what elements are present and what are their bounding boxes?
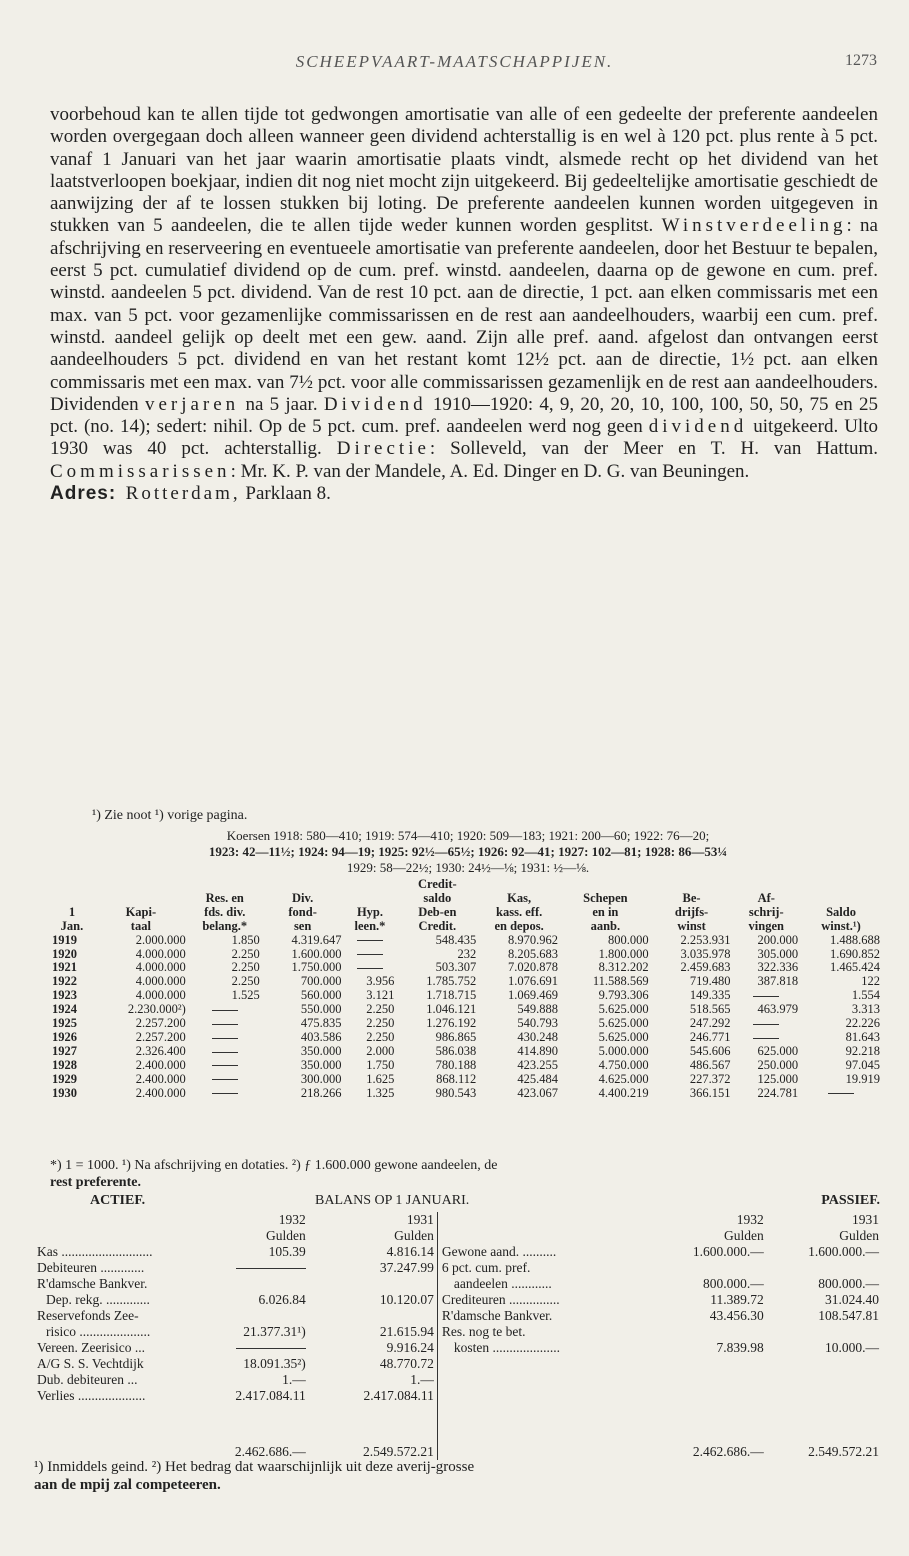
table-cell: 625.000: [757, 1043, 799, 1058]
table-cell: 5.000.000: [598, 1043, 649, 1058]
table-cell: 4.319.647: [291, 932, 342, 947]
balance-note: ¹) Inmiddels geind. ²) Het bedrag dat waarschijnlijk uit deze averij-grosse: [34, 1459, 475, 1475]
table-cell: 246.771: [689, 1029, 731, 1044]
passief-1932: [648, 1388, 766, 1404]
table-cell: 3.956: [366, 974, 395, 989]
table-cell: 1.750: [366, 1057, 395, 1072]
label-verjaren: verjaren: [144, 393, 240, 415]
table-cell: [800, 1087, 882, 1101]
spacer: [437, 1404, 648, 1444]
label-winstverdeeling: Winstverdeeling: [661, 215, 847, 237]
table-cell: 322.336: [757, 960, 799, 975]
table-cell: 2.257.200: [135, 1029, 186, 1044]
table-cell: 2.400.000: [135, 1057, 186, 1072]
table-cell: 425.484: [517, 1071, 559, 1086]
history-header-row: [50, 878, 882, 934]
column-header: Saldo winst.¹): [821, 904, 861, 933]
actief-label: R'damsche Bankver.: [37, 1276, 148, 1291]
address-street: Parklaan 8.: [245, 483, 331, 505]
passief-1931: [767, 1356, 882, 1372]
text-achterstallig: uitgekeerd. Ulto 1930 was 40 pct. achterstallig.: [50, 416, 878, 460]
table-cell: 227.372: [689, 1071, 731, 1086]
table-cell: 8.205.683: [508, 946, 559, 961]
table-cell: 548.435: [435, 932, 477, 947]
table-cell: 5.625.000: [598, 1029, 649, 1044]
year-header: 1932: [736, 1212, 764, 1227]
address-city: Rotterdam,: [125, 483, 241, 505]
table-cell: 2.250: [366, 1029, 395, 1044]
actief-1932: [214, 1260, 309, 1276]
table-cell: 19.919: [845, 1071, 880, 1086]
passief-1931: [767, 1324, 882, 1340]
history-table-header: [50, 878, 882, 934]
actief-1932: [214, 1308, 309, 1324]
spacer: [34, 1228, 214, 1244]
table-cell: [188, 1087, 262, 1101]
passief-1931: [767, 1388, 882, 1404]
balance-row: [34, 1244, 882, 1260]
share-prices-line: Koersen 1918: 580—410; 1919: 574—410; 1920: 509—183; 1921: 200—60; 1922: 76—20;: [226, 828, 710, 843]
actief-label: Verlies ....................: [37, 1388, 146, 1403]
table-cell: [188, 1017, 262, 1031]
passief-label: Gewone aand. ..........: [437, 1244, 648, 1260]
passief-1932: 800.000.—: [702, 1276, 764, 1291]
table-cell: 1.800.000: [598, 946, 649, 961]
label-dividenden: Dividenden: [50, 393, 139, 415]
table-cell: 218.266: [300, 1085, 342, 1100]
passief-1931: [767, 1372, 882, 1388]
year-header: 1932: [278, 1212, 306, 1227]
share-prices-line: 1929: 58—22½; 1930: 24½—⅛; 1931: ½—⅛.: [346, 860, 590, 875]
text-verjaren: na 5 jaar.: [239, 393, 324, 415]
row-year: 1929: [52, 1071, 77, 1086]
balance-row: [34, 1356, 882, 1372]
balance-sheet-body: [34, 1212, 882, 1460]
text-amortisatie: voorbehoud kan te allen tijde tot gedwongen amortisatie van alle of een gedeelte der preferente aandeelen worden overgegaan doch alleen wanneer geen dividend achterstallig is en wel à 120 pct. plus rente à 5 pct. vanaf 1 Januari van het jaar waarin amortisatie plaats vindt, alsmede recht op het dividend van het laatstverloopen boekjaar, indien dit nog niet mocht zijn uitgekeerd. Bij gedeeltelijke amortisatie geschiedt de aanwijzing der af te lossen stukken bij loting. De preferente aandeelen kunnen worden uitgegeven in stukken van 5 aandeelen, die te allen tijde weder kunnen worden gesplitst.: [50, 104, 878, 237]
row-year: 1920: [52, 946, 77, 961]
table-cell: 486.567: [689, 1057, 731, 1072]
actief-label: Vereen. Zeerisico ...: [37, 1340, 145, 1355]
body-text: [50, 104, 878, 505]
table-cell: 4.750.000: [598, 1057, 649, 1072]
table-cell: [732, 1031, 800, 1045]
table-cell: 545.606: [689, 1043, 731, 1058]
balance-row: [34, 1388, 882, 1404]
table-cell: 4.625.000: [598, 1071, 649, 1086]
table-cell: 7.020.878: [508, 960, 559, 975]
label-dividend: Dividend: [323, 393, 427, 415]
passief-label: [437, 1356, 648, 1372]
balance-row: [34, 1372, 882, 1388]
row-year: 1922: [52, 974, 77, 989]
table-row: [50, 948, 882, 962]
table-cell: 4.000.000: [135, 974, 186, 989]
table-cell: 250.000: [757, 1057, 799, 1072]
passief-label: [437, 1388, 648, 1404]
unit-header: Gulden: [266, 1228, 306, 1243]
year-header: 1931: [406, 1212, 434, 1227]
table-cell: 1.690.852: [830, 946, 880, 961]
table-cell: 586.038: [435, 1043, 477, 1058]
history-table: [50, 878, 882, 1101]
actief-1932: [214, 1276, 309, 1292]
balance-row: [34, 1308, 882, 1324]
table-cell: 2.253.931: [680, 932, 731, 947]
table-cell: 518.565: [689, 1002, 731, 1017]
table-cell: 350.000: [300, 1057, 342, 1072]
table-cell: [344, 961, 397, 975]
row-year: 1927: [52, 1043, 77, 1058]
table-cell: 22.226: [845, 1016, 880, 1031]
balance-row: [34, 1340, 882, 1356]
history-table-notes: [50, 1157, 880, 1191]
table-cell: 1.785.752: [426, 974, 477, 989]
table-cell: 9.793.306: [598, 988, 649, 1003]
column-header: Div. fond- sen: [288, 890, 317, 933]
footnote-previous-page: ¹) Zie noot ¹) vorige pagina.: [92, 808, 248, 823]
table-cell: 2.250: [231, 960, 260, 975]
passief-1932: [648, 1324, 766, 1340]
table-cell: 200.000: [757, 932, 799, 947]
table-cell: 423.255: [517, 1057, 559, 1072]
table-cell: 549.888: [517, 1002, 559, 1017]
passief-label: R'damsche Bankver.: [437, 1308, 648, 1324]
passief-label: aandeelen ............: [437, 1276, 648, 1292]
table-cell: 247.292: [689, 1016, 731, 1031]
label-commissarissen: Commissarissen: [50, 460, 231, 482]
table-cell: 2.257.200: [135, 1016, 186, 1031]
address-label: Adres:: [50, 483, 117, 505]
table-cell: 3.035.978: [680, 946, 731, 961]
text-directie: : Solleveld, van der Meer en T. H. van Hattum.: [429, 438, 878, 460]
column-header: Res. en fds. div. belang.*: [202, 890, 248, 933]
balance-row: [34, 1276, 882, 1292]
actief-label: Kas ...........................: [37, 1244, 153, 1259]
table-cell: 1.069.469: [508, 988, 559, 1003]
actief-1932: 2.417.084.11: [235, 1388, 306, 1403]
table-cell: 868.112: [436, 1071, 477, 1086]
table-row: [50, 1017, 882, 1031]
row-year: 1919: [52, 932, 77, 947]
table-cell: 423.067: [517, 1085, 559, 1100]
passief-1932: 7.839.98: [716, 1340, 764, 1355]
balance-sheet: [34, 1212, 882, 1460]
actief-1931: 21.615.94: [379, 1324, 434, 1339]
unit-header: Gulden: [394, 1228, 434, 1243]
row-year: 1928: [52, 1057, 77, 1072]
table-cell: 2.459.683: [680, 960, 731, 975]
table-cell: 540.793: [517, 1016, 559, 1031]
table-cell: 2.000: [366, 1043, 395, 1058]
passief-label: Crediteuren ...............: [437, 1292, 648, 1308]
table-cell: [188, 1031, 262, 1045]
table-cell: 986.865: [435, 1029, 477, 1044]
actief-1931: 48.770.72: [379, 1356, 434, 1371]
table-row: [50, 934, 882, 948]
history-table-body: [50, 934, 882, 1101]
table-cell: 780.188: [435, 1057, 477, 1072]
table-cell: [188, 1073, 262, 1087]
table-cell: 224.781: [757, 1085, 799, 1100]
table-cell: [188, 1003, 262, 1017]
actief-1931: 1.—: [410, 1372, 434, 1387]
passief-1932: 11.389.72: [710, 1292, 764, 1307]
page-header: [0, 52, 909, 78]
table-cell: 2.400.000: [135, 1071, 186, 1086]
table-cell: 1.276.192: [426, 1016, 477, 1031]
table-cell: 1.718.715: [426, 988, 477, 1003]
actief-1932: [214, 1340, 309, 1356]
table-cell: 81.643: [845, 1029, 880, 1044]
table-cell: 719.480: [689, 974, 731, 989]
table-cell: [188, 1059, 262, 1073]
table-cell: 700.000: [300, 974, 342, 989]
table-cell: 8.312.202: [598, 960, 649, 975]
share-prices-line: 1923: 42—11½; 1924: 94—19; 1925: 92½—65½; 1926: 92—41; 1927: 102—81; 1928: 86—53¼: [208, 844, 728, 859]
table-cell: 2.000.000: [135, 932, 186, 947]
passief-label: kosten ....................: [437, 1340, 648, 1356]
table-cell: 800.000: [608, 932, 649, 947]
actief-label: Debiteuren .............: [37, 1260, 145, 1275]
passief-1931: [767, 1260, 882, 1276]
column-header: Be- drijfs- winst: [674, 890, 709, 933]
passief-label: [437, 1372, 648, 1388]
table-cell: 1.750.000: [291, 960, 342, 975]
actief-1931: [309, 1276, 438, 1292]
table-cell: 8.970.962: [508, 932, 559, 947]
table-cell: 403.586: [300, 1029, 342, 1044]
row-year: 1926: [52, 1029, 77, 1044]
table-cell: 232: [457, 946, 477, 961]
table-cell: [188, 1045, 262, 1059]
table-cell: 125.000: [757, 1071, 799, 1086]
table-cell: [344, 948, 397, 962]
table-row: [50, 961, 882, 975]
actief-1932: 21.377.31¹): [243, 1324, 306, 1339]
column-header: Af- schrij- vingen: [748, 890, 784, 933]
table-cell: 503.307: [435, 960, 477, 975]
balance-row: [34, 1228, 882, 1244]
table-cell: 1.554: [851, 988, 880, 1003]
table-cell: [732, 1017, 800, 1031]
row-year: 1924: [52, 1002, 77, 1017]
table-cell: 350.000: [300, 1043, 342, 1058]
passief-1932: [648, 1372, 766, 1388]
history-note: rest preferente.: [50, 1175, 141, 1190]
label-directie: Directie: [336, 438, 430, 460]
row-year: 1923: [52, 988, 77, 1003]
table-cell: 414.890: [517, 1043, 559, 1058]
table-cell: 1.488.688: [830, 932, 880, 947]
running-title: SCHEEPVAART-MAATSCHAPPIJEN.: [295, 52, 614, 71]
table-cell: 550.000: [300, 1002, 342, 1017]
table-cell: 92.218: [845, 1043, 880, 1058]
total-actief-1932: 2.462.686.—: [234, 1444, 306, 1459]
main-paragraph: [50, 104, 878, 483]
actief-label: Reservefonds Zee-: [37, 1308, 139, 1323]
table-cell: 430.248: [517, 1029, 559, 1044]
table-cell: 2.250: [231, 946, 260, 961]
text-dividend: 1910—1920: 4, 9, 20, 20, 10, 100, 100, 50, 50, 75 en 25 pct. (no. 14); sedert: nihil. Op de 5 pct. cum. pref. aandeelen werd nog geen: [50, 393, 879, 438]
table-cell: 4.400.219: [598, 1085, 649, 1100]
table-cell: 1.325: [366, 1085, 395, 1100]
table-row: [50, 1059, 882, 1073]
table-cell: 1.600.000: [291, 946, 342, 961]
year-header: 1931: [852, 1212, 879, 1227]
balance-actief-title: ACTIEF.: [90, 1193, 146, 1208]
balance-note: aan de mpij zal competeeren.: [34, 1477, 221, 1493]
passief-1931: 10.000.—: [825, 1340, 879, 1355]
table-cell: [732, 989, 800, 1003]
actief-1932: 105.39: [268, 1244, 306, 1259]
table-row: [50, 1003, 882, 1017]
spacer: [34, 1404, 214, 1444]
spacer: [309, 1404, 438, 1444]
table-row: [50, 989, 882, 1003]
passief-label: 6 pct. cum. pref.: [437, 1260, 648, 1276]
balance-title-row: [50, 1193, 880, 1209]
column-header: Kapi- taal: [125, 904, 157, 933]
table-cell: 1.525: [231, 988, 260, 1003]
total-actief-1931: 2.549.572.21: [363, 1444, 434, 1459]
table-cell: 300.000: [300, 1071, 342, 1086]
table-cell: 560.000: [300, 988, 342, 1003]
address: [50, 483, 878, 505]
actief-1932: 18.091.35²): [243, 1356, 306, 1371]
actief-label: Dep. rekg. .............: [46, 1292, 150, 1307]
actief-1931: 4.816.14: [386, 1244, 434, 1259]
column-header: 1 Jan.: [60, 904, 84, 933]
table-cell: 3.121: [366, 988, 395, 1003]
table-row: [50, 975, 882, 989]
table-cell: 97.045: [845, 1057, 880, 1072]
passief-1931: 1.600.000.—: [808, 1244, 879, 1259]
table-cell: 2.326.400: [135, 1043, 186, 1058]
balance-passief-title: PASSIEF.: [821, 1193, 880, 1208]
row-year: 1930: [52, 1085, 77, 1100]
table-cell: 1.046.121: [426, 1002, 477, 1017]
column-header: Hyp. leen.*: [354, 904, 386, 933]
table-cell: 387.818: [757, 974, 799, 989]
table-cell: 1.625: [366, 1071, 395, 1086]
row-year: 1921: [52, 960, 77, 975]
text-commissarissen: : Mr. K. P. van der Mandele, A. Ed. Dinger en D. G. van Beuningen.: [230, 460, 750, 482]
passief-1931: 31.024.40: [825, 1292, 879, 1307]
table-cell: 4.000.000: [135, 946, 186, 961]
actief-1931: 2.417.084.11: [363, 1388, 434, 1403]
passief-1932: 1.600.000.—: [692, 1244, 764, 1259]
table-cell: 980.543: [435, 1085, 477, 1100]
passief-label: Res. nog te bet.: [437, 1324, 648, 1340]
table-cell: 2.230.000²): [127, 1002, 186, 1017]
passief-1931: 108.547.81: [818, 1308, 879, 1323]
passief-1931: 800.000.—: [818, 1276, 879, 1291]
actief-1931: 9.916.24: [386, 1340, 434, 1355]
actief-label: Dub. debiteuren ...: [37, 1372, 138, 1387]
actief-1932: 6.026.84: [258, 1292, 306, 1307]
total-passief-1931: 2.549.572.21: [808, 1444, 879, 1459]
table-cell: 463.979: [757, 1002, 799, 1017]
column-header: Credit- saldo Deb-en Credit.: [418, 877, 457, 933]
balance-title: BALANS OP 1 JANUARI.: [315, 1193, 470, 1208]
table-cell: [344, 934, 397, 948]
spacer: [214, 1404, 309, 1444]
table-cell: 2.250: [231, 974, 260, 989]
passief-1932: [648, 1260, 766, 1276]
actief-label: A/G S. S. Vechtdijk: [37, 1356, 144, 1371]
balance-row: [34, 1212, 882, 1228]
table-cell: 5.625.000: [598, 1016, 649, 1031]
balance-row: [34, 1292, 882, 1308]
balance-row: [34, 1324, 882, 1340]
row-year: 1925: [52, 1016, 77, 1031]
table-cell: 475.835: [300, 1016, 342, 1031]
table-row: [50, 1045, 882, 1059]
share-prices: [58, 828, 878, 876]
table-cell: 2.400.000: [135, 1085, 186, 1100]
table-cell: 2.250: [366, 1002, 395, 1017]
unit-header: Gulden: [723, 1228, 764, 1243]
actief-label: risico .....................: [46, 1324, 151, 1339]
spacer: [767, 1404, 882, 1444]
spacer: [437, 1228, 648, 1244]
passief-1932: [648, 1356, 766, 1372]
actief-1931: 10.120.07: [379, 1292, 434, 1307]
actief-1931: 37.247.99: [379, 1260, 434, 1275]
table-cell: 5.625.000: [598, 1002, 649, 1017]
table-cell: 1.850: [231, 932, 260, 947]
page-number: 1273: [845, 52, 877, 69]
table-cell: 1.465.424: [830, 960, 880, 975]
spacer: [648, 1404, 766, 1444]
label-dividend-2: dividend: [648, 416, 748, 438]
table-cell: 2.250: [366, 1016, 395, 1031]
table-cell: 1.076.691: [508, 974, 559, 989]
table-row: [50, 1087, 882, 1101]
balance-row: [34, 1404, 882, 1444]
table-cell: 11.588.569: [592, 974, 649, 989]
table-cell: 122: [861, 974, 880, 989]
actief-1932: 1.—: [282, 1372, 306, 1387]
balance-row: [34, 1260, 882, 1276]
table-cell: 305.000: [757, 946, 799, 961]
passief-1932: 43.456.30: [709, 1308, 764, 1323]
table-cell: 4.000.000: [135, 960, 186, 975]
column-header: Schepen en in aanb.: [583, 890, 628, 933]
history-note: *) 1 = 1000. ¹) Na afschrijving en dotaties. ²) ƒ 1.600.000 gewone aandeelen, de: [50, 1158, 498, 1173]
table-row: [50, 1073, 882, 1087]
spacer: [34, 1212, 214, 1228]
spacer: [437, 1212, 648, 1228]
column-header: Kas, kass. eff. en depos.: [494, 890, 544, 933]
unit-header: Gulden: [839, 1228, 879, 1243]
table-cell: 4.000.000: [135, 988, 186, 1003]
actief-1931: [309, 1308, 438, 1324]
table-cell: 366.151: [689, 1085, 731, 1100]
table-cell: 3.313: [851, 1002, 880, 1017]
total-passief-1932: 2.462.686.—: [692, 1444, 764, 1459]
text-winstverdeeling: : na afschrijving en reserveering en eventueele amortisatie van preferente aandeelen, door het Bestuur te bepalen, eerst 5 pct. cumulatief dividend op de cum. pref. winstd. aandeelen, daarna op de gewone en cum. pref. winstd. aandeelen 5 pct. dividend. Van de rest 10 pct. aan de directie, 1 pct. aan elken commissaris met een max. van 5 pct. voor gezamenlijke commissarissen en de rest aan aandeelhouders, waarbij een cum. pref. winstd. aandeel gelijk op deelt met een gew. aand. Zijn alle pref. aand. afgelost dan ontvangen eerst aandeelhouders 5 pct. dividend en van het restant komt 12½ pct. aan de directie, 1½ pct. aan elken commissaris met een max. van 7½ pct. voor alle commissarissen gezamenlijk en de rest aan aandeelhouders.: [50, 215, 878, 393]
table-cell: 149.335: [689, 988, 731, 1003]
table-row: [50, 1031, 882, 1045]
balance-notes: [34, 1458, 882, 1494]
